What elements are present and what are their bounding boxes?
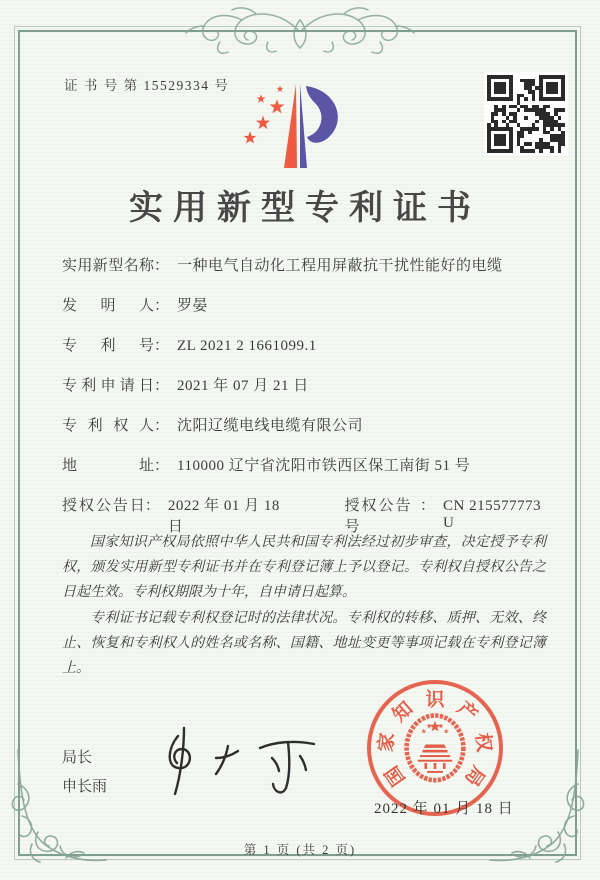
field-label: 授权公告日: [62, 498, 145, 514]
page-number: 第 1 页 (共 2 页): [243, 843, 357, 857]
seal-ring-char: 产: [452, 697, 481, 727]
field-value: 沈阳辽缆电线电缆有限公司: [177, 418, 364, 434]
field-row-patent-no: 专利号 ： ZL 2021 2 1661099.1: [62, 334, 544, 374]
field-label: 发明人: [62, 298, 154, 314]
seal-ring-char: 知: [389, 697, 418, 727]
field-value: CN 215577773 U: [443, 498, 542, 531]
signer-block: [62, 744, 107, 801]
field-row-patentee: 专利权人 ： 沈阳辽缆电线电缆有限公司: [62, 414, 544, 454]
seal-ring-char: 家: [375, 731, 399, 754]
field-value: 2021 年 07 月 21 日: [177, 378, 309, 394]
seal-date: 2022 年 01 月 18 日: [374, 801, 514, 817]
field-value: 罗晏: [177, 298, 209, 314]
seal-ring-char: 局: [460, 761, 489, 790]
field-row-inventor: 发明人 ： 罗晏: [62, 294, 544, 334]
qr-code: [484, 72, 568, 156]
certificate-number: 证 书 号 第 15529334 号: [64, 78, 230, 93]
field-value: ZL 2021 2 1661099.1: [177, 338, 317, 354]
field-label: 专利号: [62, 338, 154, 354]
certificate-title: 实用新型专利证书: [129, 190, 481, 227]
field-row-address: 地址 ： 110000 辽宁省沈阳市铁西区保工南街 51 号: [62, 454, 544, 494]
floral-top-ornament-icon: [160, 2, 440, 58]
official-seal: [367, 680, 503, 816]
field-row-grant-no: 授权公告号 ： CN 215577773 U: [344, 494, 544, 536]
signer-name: 申长雨: [62, 778, 108, 795]
cnipa-logo-icon: [236, 76, 348, 170]
field-value: 2022 年 01 月 18 日: [167, 498, 280, 535]
seal-ring-char: 识: [425, 689, 445, 711]
certificate-fields: [62, 254, 544, 534]
field-label: 专利申请日: [62, 378, 154, 394]
seal-ring-char: 国: [381, 761, 410, 790]
field-label: 专利权人: [62, 418, 154, 434]
legal-text: [62, 530, 546, 681]
field-value: 110000 辽宁省沈阳市铁西区保工南街 51 号: [177, 458, 471, 474]
field-row-grant-date: 授权公告日 ： 2022 年 01 月 18 日 授权公告号 ： CN 215577773 U: [62, 494, 544, 534]
field-label: 地址: [62, 458, 154, 474]
legal-paragraph-1: 国家知识产权局依照中华人民共和国专利法经过初步审查，决定授予专利权，颁发实用新型专利证书并在专利登记簿上予以登记。专利权自授权公告之日起生效。专利权期限为十年，自申请日起算。: [62, 535, 546, 601]
commissioner-signature: [148, 722, 338, 802]
national-emblem-icon: [402, 710, 468, 784]
legal-paragraph-2: 专利证书记载专利权登记时的法律状况。专利权的转移、质押、无效、终止、恢复和专利权人的姓名或名称、国籍、地址变更等事项记载在专利登记簿上。: [62, 610, 546, 676]
seal-ring-char: 权: [471, 731, 495, 754]
field-label: 实用新型名称: [62, 258, 154, 274]
field-row-name: 实用新型名称 ： 一种电气自动化工程用屏蔽抗干扰性能好的电缆: [62, 254, 544, 294]
field-value: 一种电气自动化工程用屏蔽抗干扰性能好的电缆: [177, 258, 503, 274]
field-label: 授权公告号: [344, 498, 413, 535]
field-row-filing-date: 专利申请日 ： 2021 年 07 月 21 日: [62, 374, 544, 414]
signer-title: 局长: [62, 750, 93, 766]
